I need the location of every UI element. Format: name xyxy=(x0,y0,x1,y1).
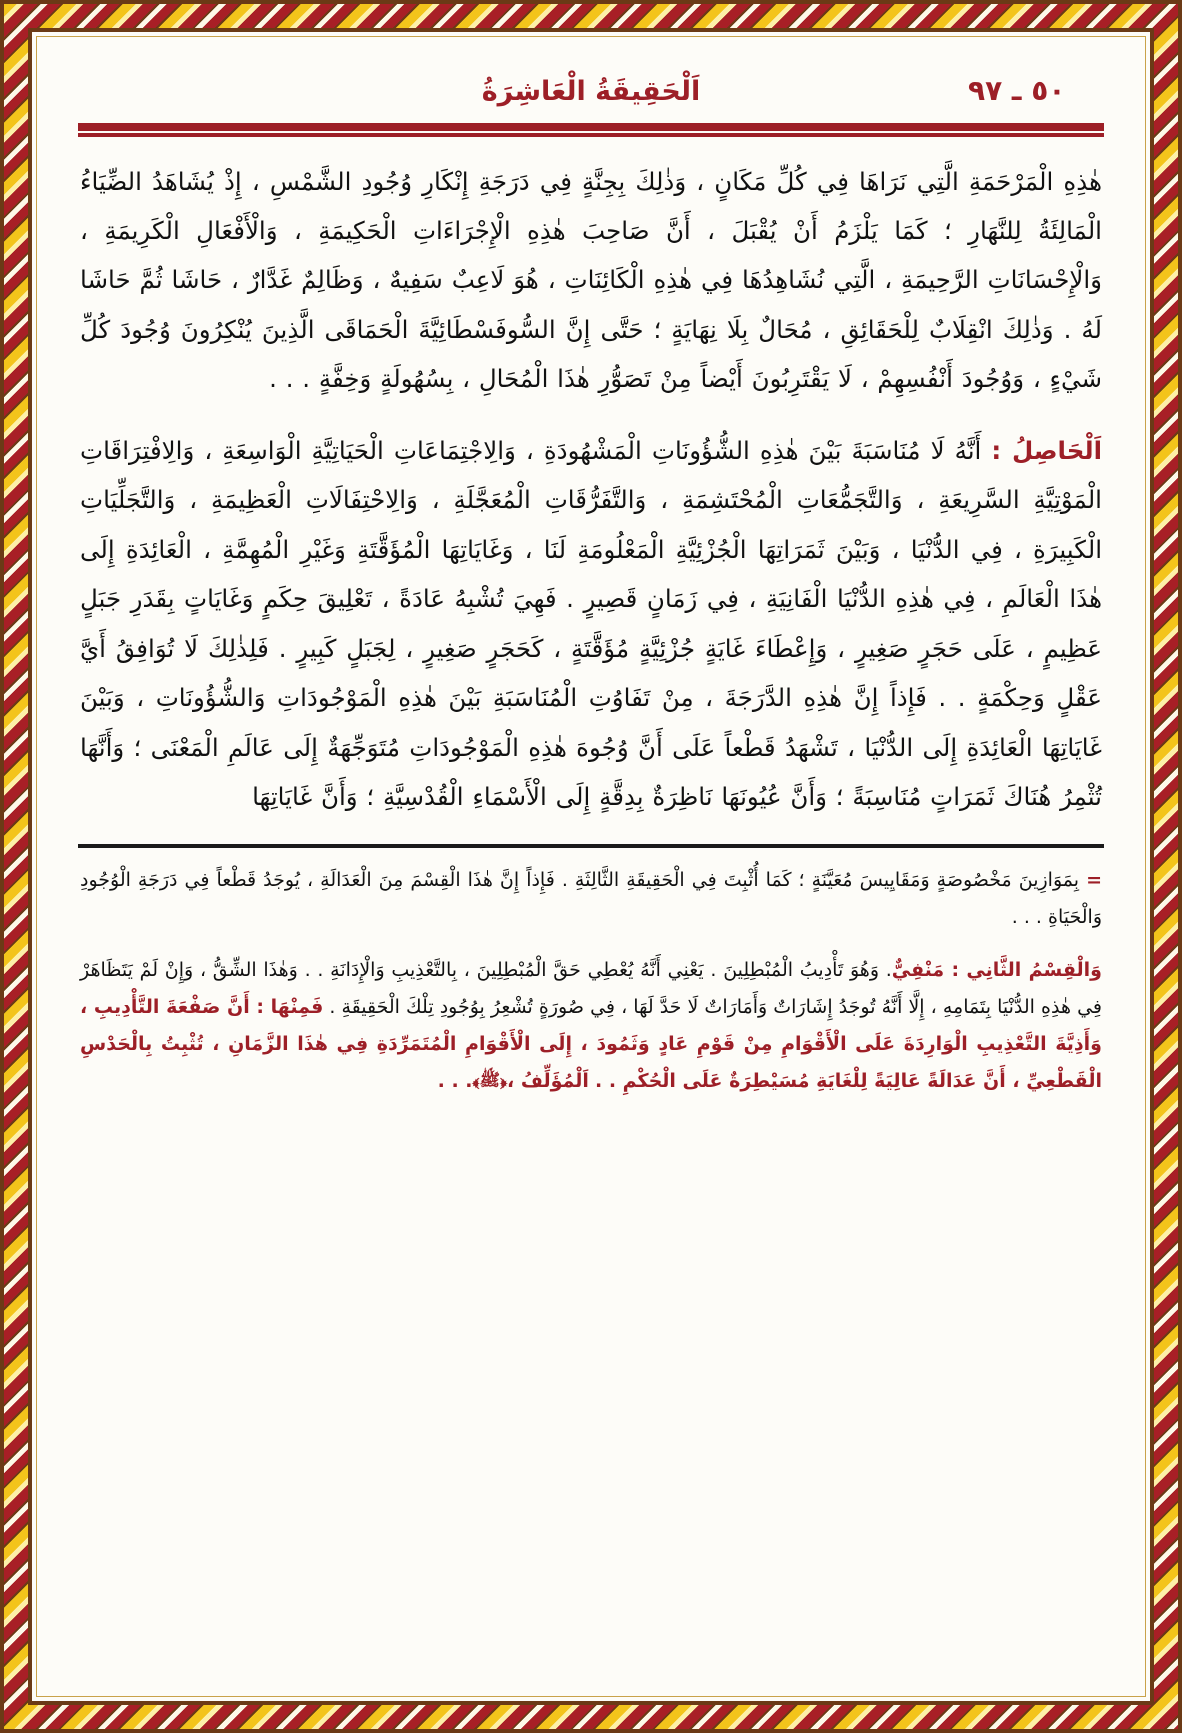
page-content xyxy=(56,52,1126,1681)
footnote-1-text: بِمَوَازِينَ مَخْصُوصَةٍ وَمَقَايِيسَ مُعَيَّنَةٍ ؛ كَمَا أُثْبِتَ فِي الْحَقِيقَةِ الثَّالِثَةِ . فَإِذاً إِنَّ هٰذَا الْقِسْمَ مِنَ الْعَدَالَةِ ، يُوجَدُ قَطْعاً فِي دَرَجَةِ الْوُجُودِ وَالْحَيَاةِ . . . xyxy=(80,868,1102,928)
author-signature: اَلْمُؤَلِّفُ ، xyxy=(507,1070,589,1093)
footnote-2-tail-ellipsis: . . . xyxy=(437,1070,473,1093)
paragraph-1-text: هٰذِهِ الْمَرْحَمَةِ الَّتِي نَرَاهَا فِي كُلِّ مَكَانٍ ، وَذٰلِكَ بِجِنَّةٍ فِي دَرَجَةِ إِنْكَارِ وُجُودِ الشَّمْسِ ، إِذْ يُشَاهَدُ الضِّيَاءُ الْمَالِئَةُ لِلنَّهَارِ ؛ كَمَا يَلْزَمُ أَنْ يُقْبَلَ ، أَنَّ صَاحِبَ هٰذِهِ الْإِجْرَاءَاتِ الْحَكِيمَةِ ، وَالْأَفْعَالِ الْكَرِيمَةِ ، وَالْإِحْسَانَاتِ الرَّحِيمَةِ ، الَّتِي نُشَاهِدُهَا فِي هٰذِهِ الْكَائِنَاتِ ، هُوَ لَاعِبٌ سَفِيهٌ ، وَظَالِمٌ غَدَّارٌ ، حَاشَا ثُمَّ حَاشَا لَهُ . وَذٰلِكَ انْقِلَابٌ لِلْحَقَائِقِ ، مُحَالٌ بِلَا نِهَايَةٍ ؛ حَتَّى إِنَّ السُّوفَسْطَائِيَّةَ الْحَمَاقَى الَّذِينَ يُنْكِرُونَ وُجُودَ كُلِّ شَيْءٍ ، وَوُجُودَ أَنْفُسِهِمْ ، لَا يَقْتَرِبُونَ أَيْضاً مِنْ تَصَوُّرِ هٰذَا الْمُحَالِ ، بِسُهُولَةٍ وَخِفَّةٍ . . . xyxy=(80,166,1102,394)
paragraph-2-lead-label: اَلْحَاصِلُ : xyxy=(991,435,1102,465)
prophetic-seal-icon: ﴿ﷺ﴾ xyxy=(472,1070,508,1091)
page-header xyxy=(74,66,1108,113)
footnote-1 xyxy=(80,862,1102,936)
page-number: ٥٠ ـ ٩٧ xyxy=(968,74,1066,107)
paragraph-2 xyxy=(80,426,1102,822)
footnote-continuation-marker: = xyxy=(1086,868,1102,891)
footnote-2 xyxy=(80,952,1102,1100)
body-text-block xyxy=(74,139,1108,822)
footnote-2-red-text: فَمِنْهَا : أَنَّ صَفْعَةَ التَّأْدِيبِ ، وَأَذِيَّةَ التَّعْذِيبِ الْوَارِدَةَ عَلَى الْأَقْوَامِ مِنْ قَوْمِ عَادٍ وَثَمُودَ ، إِلَى الْأَقْوَامِ الْمُتَمَرِّدَةِ فِي هٰذَا الزَّمَانِ ، تُثْبِتُ بِالْحَدْسِ الْقَطْعِيِّ ، أَنَّ عَدَالَةً عَالِيَةً لِلْغَايَةِ مُسَيْطِرَةٌ عَلَى الْحُكْمِ . . xyxy=(80,995,1102,1093)
footnote-2-black-text: . وَهُوَ تَأْدِيبُ الْمُبْطِلِينَ . يَعْنِي أَنَّهُ يُعْطِي حَقَّ الْمُبْطِلِينَ ، بِالتَّعْذِيبِ وَالْإِدَانَةِ . . وَهٰذَا الشِّقُّ ، وَإِنْ لَمْ يَتَظَاهَرْ فِي هٰذِهِ الدُّنْيَا بِتَمَامِهِ ، إِلَّا أَنَّهُ تُوجَدُ إِشَارَاتٌ وَأَمَارَاتٌ لَا حَدَّ لَهَا ، فِي صُورَةٍ تُشْعِرُ بِوُجُودِ تِلْكَ الْحَقِيقَةِ . xyxy=(80,958,1102,1018)
footnote-divider xyxy=(78,844,1104,848)
paragraph-1 xyxy=(80,157,1102,404)
page-title: اَلْحَقِيقَةُ الْعَاشِرَةُ xyxy=(481,76,701,107)
footnote-2-lead-label: وَالْقِسْمُ الثَّانِي : مَنْفِيٌّ xyxy=(891,958,1102,981)
header-double-rule xyxy=(78,123,1104,133)
paragraph-2-text: أَنَّهُ لَا مُنَاسَبَةَ بَيْنَ هٰذِهِ الشُّؤُونَاتِ الْمَشْهُودَةِ ، وَالِاجْتِمَاعَاتِ الْحَيَاتِيَّةِ الْوَاسِعَةِ ، وَالِافْتِرَاقَاتِ الْمَوْتِيَّةِ السَّرِيعَةِ ، وَالتَّجَمُّعَاتِ الْمُحْتَشِمَةِ ، وَالتَّفَرُّقَاتِ الْمُعَجَّلَةِ ، وَالِاحْتِفَالَاتِ الْعَظِيمَةِ ، وَالتَّجَلِّيَاتِ الْكَبِيرَةِ ، فِي الدُّنْيَا ، وَبَيْنَ ثَمَرَاتِهَا الْجُزْئِيَّةِ الْمَعْلُومَةِ لَنَا ، وَغَايَاتِهَا الْمُؤَقَّتَةِ وَغَيْرِ الْمُهِمَّةِ ، الْعَائِدَةِ إِلَى هٰذَا الْعَالَمِ ، فِي هٰذِهِ الدُّنْيَا الْفَانِيَةِ ، فِي زَمَانٍ قَصِيرٍ . فَهِيَ تُشْبِهُ عَادَةً ، تَعْلِيقَ حِكَمٍ وَغَايَاتٍ بِقَدَرِ جَبَلٍ عَظِيمٍ ، عَلَى حَجَرٍ صَغِيرٍ ، وَإِعْطَاءَ غَايَةٍ جُزْئِيَّةٍ مُؤَقَّتَةٍ ، كَحَجَرٍ صَغِيرٍ ، لِجَبَلٍ كَبِيرٍ . فَلِذٰلِكَ لَا تُوَافِقُ أَيَّ عَقْلٍ وَحِكْمَةٍ . . فَإِذاً إِنَّ هٰذِهِ الدَّرَجَةَ ، مِنْ تَفَاوُتِ الْمُنَاسَبَةِ بَيْنَ هٰذِهِ الْمَوْجُودَاتِ وَالشُّؤُونَاتِ ، وَبَيْنَ غَايَاتِهَا الْعَائِدَةِ إِلَى الدُّنْيَا ، تَشْهَدُ قَطْعاً عَلَى أَنَّ وُجُوهَ هٰذِهِ الْمَوْجُودَاتِ مُتَوَجِّهَةٌ إِلَى عَالَمِ الْمَعْنَى ؛ وَأَنَّهَا تُثْمِرُ هُنَاكَ ثَمَرَاتٍ مُنَاسِبَةً ؛ وَأَنَّ عُيُونَهَا نَاظِرَةٌ بِدِقَّةٍ إِلَى الْأَسْمَاءِ الْقُدْسِيَّةِ ؛ وَأَنَّ غَايَاتِهَا xyxy=(80,435,1102,812)
